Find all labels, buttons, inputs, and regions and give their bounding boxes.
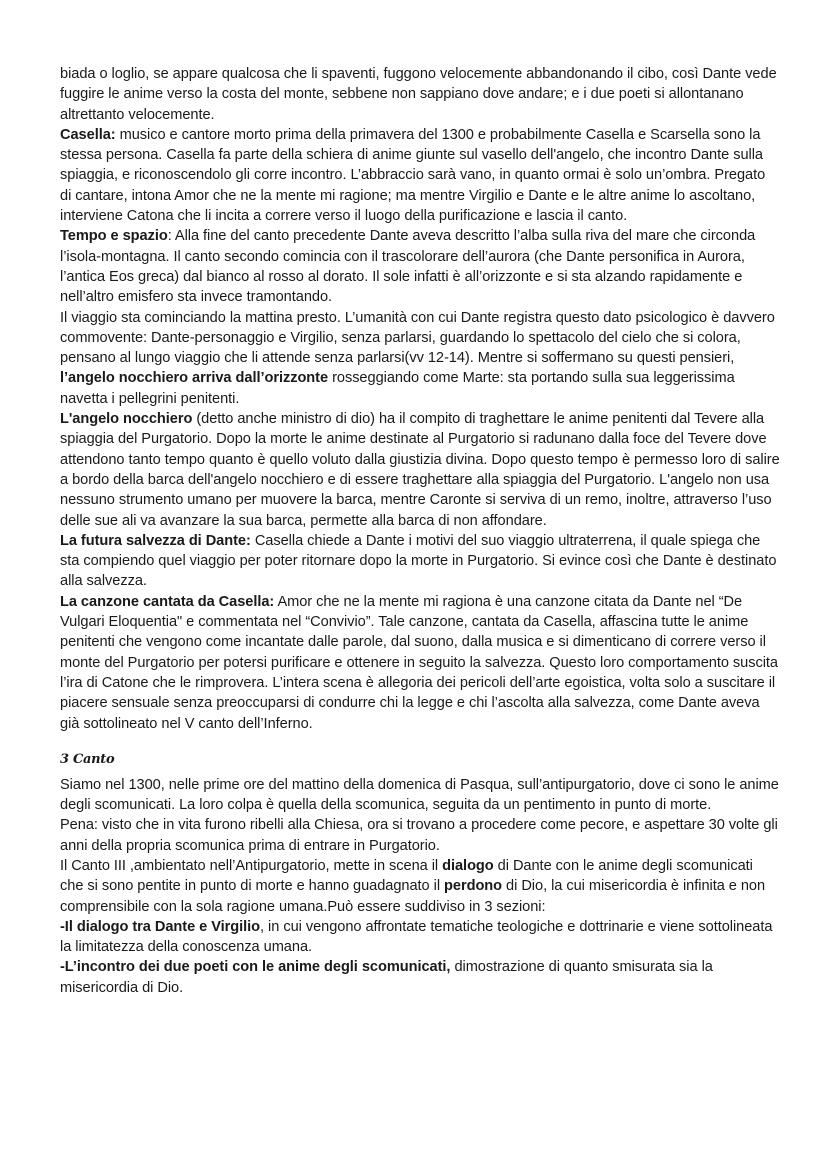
item2-text: dimostrazione di quanto smisurata sia la misericordia di Dio.: [60, 959, 713, 996]
list-item-incontro: [60, 957, 780, 998]
paragraph-ambientato: [60, 856, 780, 917]
paragraph-tempo-spazio: [60, 226, 780, 307]
ambient-text-b: di Dante con le anime degli scomunicati che si sono pentite in punto di morte e hanno guadagnato il: [60, 857, 753, 895]
paragraph-canto3-intro: [60, 775, 780, 816]
pena-text: Pena: visto che in vita furono ribelli alla Chiesa, ora si trovano a procedere come pecore, e aspettare 30 volte gli anni della propria scomunica prima di entrare in Purgatorio.: [60, 817, 778, 854]
salvezza-label: La futura salvezza di Dante:: [60, 532, 251, 549]
canzone-label: La canzone cantata da Casella:: [60, 593, 275, 610]
document-page: [60, 64, 780, 998]
canzone-text: Amor che ne la mente mi ragiona è una canzone citata da Dante nel “De Vulgari Eloquentia" e commentata nel “Convivio”. Tale canzone, cantata da Casella, affascina tutte le anime penitenti che vengono come incantate dalle parole, dal suono, dalla musica e si dimenticano di correre verso il monte del Purgatorio per potersi purificare e ottenere in seguito la salvezza. Questo loro comportamento suscita l’ira di Catone che le rimprovera. L’intera scena è allegoria dei pericoli dell’arte egoistica, volta solo a suscitare il piacere sensuale senza preoccuparsi di condurre chi la legge e chi l’ascolta alla salvezza, come Dante aveva già sottolineato nel V canto dell’Inferno.: [60, 593, 778, 732]
tempo-label: Tempo e spazio: [60, 228, 168, 245]
item1-bold: -Il dialogo tra Dante e Virgilio: [60, 918, 261, 935]
angelo-text: (detto anche ministro di dio) ha il compito di traghettare le anime penitenti dal Tevere alla spiaggia del Purgatorio. Dopo la morte le anime destinate al Purgatorio si radunano dalla foce del Tevere dove attendono tanto tempo quanto è quello voluto dalla giustizia divina. Dopo questo tempo è permesso loro di salire a bordo della barca dell'angelo nocchiero e di essere traghettare alla spiaggia del Purgatorio. L'angelo non usa nessuno strumento umano per muovere la barca, mentre Caronte si serviva di un remo, inoltre, attraverso l’uso delle sue ali va avanzare la sua barca, permette alla barca di non affondare.: [60, 411, 780, 529]
paragraph-intro: [60, 64, 780, 125]
casella-label: Casella:: [60, 126, 116, 143]
ambient-text-a: Il Canto III ,ambientato nell’Antipurgatorio, mette in scena il: [60, 857, 443, 874]
paragraph-viaggio: [60, 308, 780, 409]
ambient-dialogo: dialogo: [442, 857, 494, 874]
paragraph-angelo: [60, 409, 780, 531]
canto-3-heading: 3 Canto: [60, 751, 115, 767]
paragraph-casella: [60, 125, 780, 226]
paragraph-salvezza: [60, 531, 780, 592]
paragraph-intro-text: biada o loglio, se appare qualcosa che li spaventi, fuggono velocemente abbandonando il cibo, così Dante vede fuggire le anime verso la costa del monte, sebbene non sappiano dove andare; e i due poeti si allontanano altrettanto velocemente.: [60, 66, 777, 123]
paragraph-pena: [60, 815, 780, 856]
item2-bold: -L’incontro dei due poeti con le anime degli scomunicati,: [60, 959, 451, 976]
list-item-dialogo: [60, 917, 780, 958]
casella-text: musico e cantore morto prima della primavera del 1300 e probabilmente Casella e Scarsella sono la stessa persona. Casella fa parte della schiera di anime giunte sul vasello dell'angelo, che incontro Dante sulla spiaggia, e riconoscendolo gli corre incontro. L’abbraccio sarà vano, in quanto ormai è solo un’ombra. Pregato di cantare, intona Amor che ne la mente mi ragione; ma mentre Virgilio e Dante e le altre anime lo ascoltano, interviene Catona che li incita a correre verso il luogo della purificazione e lascia il canto.: [60, 126, 766, 225]
ambient-text-c: di Dio, la cui misericordia è infinita e non comprensibile con la sola ragione umana.Può essere suddiviso in 3 sezioni:: [60, 878, 766, 915]
viaggio-text-b: rosseggiando come Marte: sta portando sulla sua leggerissima navetta i pellegrini penitenti.: [60, 370, 735, 407]
angelo-label: L'angelo nocchiero: [60, 411, 193, 428]
canto3-intro-text: Siamo nel 1300, nelle prime ore del mattino della domenica di Pasqua, sull’antipurgatorio, dove ci sono le anime degli scomunicati. La loro colpa è quella della scomunica, seguita da un pentimento in punto di morte.: [60, 776, 779, 814]
paragraph-canzone: [60, 592, 780, 734]
tempo-text: : Alla fine del canto precedente Dante aveva descritto l’alba sulla riva del mare che circonda l’isola-montagna. Il canto secondo comincia con il trascolorare dell’aurora (che Dante personifica in Aurora, l’antica Eos greca) dal bianco al rosso al dorato. Il sole infatti è all’orizzonte e si sta alzando rapidamente e nell’altro emisfero sta invece tramontando.: [60, 228, 756, 306]
viaggio-text-a: Il viaggio sta cominciando la mattina presto. L’umanità con cui Dante registra questo dato psicologico è davvero commovente: Dante-personaggio e Virgilio, senza parlarsi, guardando lo spettacolo del cielo che si colora, pensano al lungo viaggio che li attende senza parlarsi(vv 12-14). Mentre si soffermano su questi pensieri,: [60, 309, 775, 367]
item1-text: , in cui vengono affrontate tematiche teologiche e dottrinarie e viene sottolineata la limitatezza della conoscenza umana.: [60, 918, 773, 956]
salvezza-text: Casella chiede a Dante i motivi del suo viaggio ultraterrena, il quale spiega che sta compiendo quel viaggio per poter ritornare dopo la morte in Purgatorio. Si evince così che Dante è destinato alla salvezza.: [60, 532, 777, 590]
viaggio-bold: l’angelo nocchiero arriva dall’orizzonte: [60, 370, 329, 387]
ambient-perdono: perdono: [444, 878, 503, 895]
